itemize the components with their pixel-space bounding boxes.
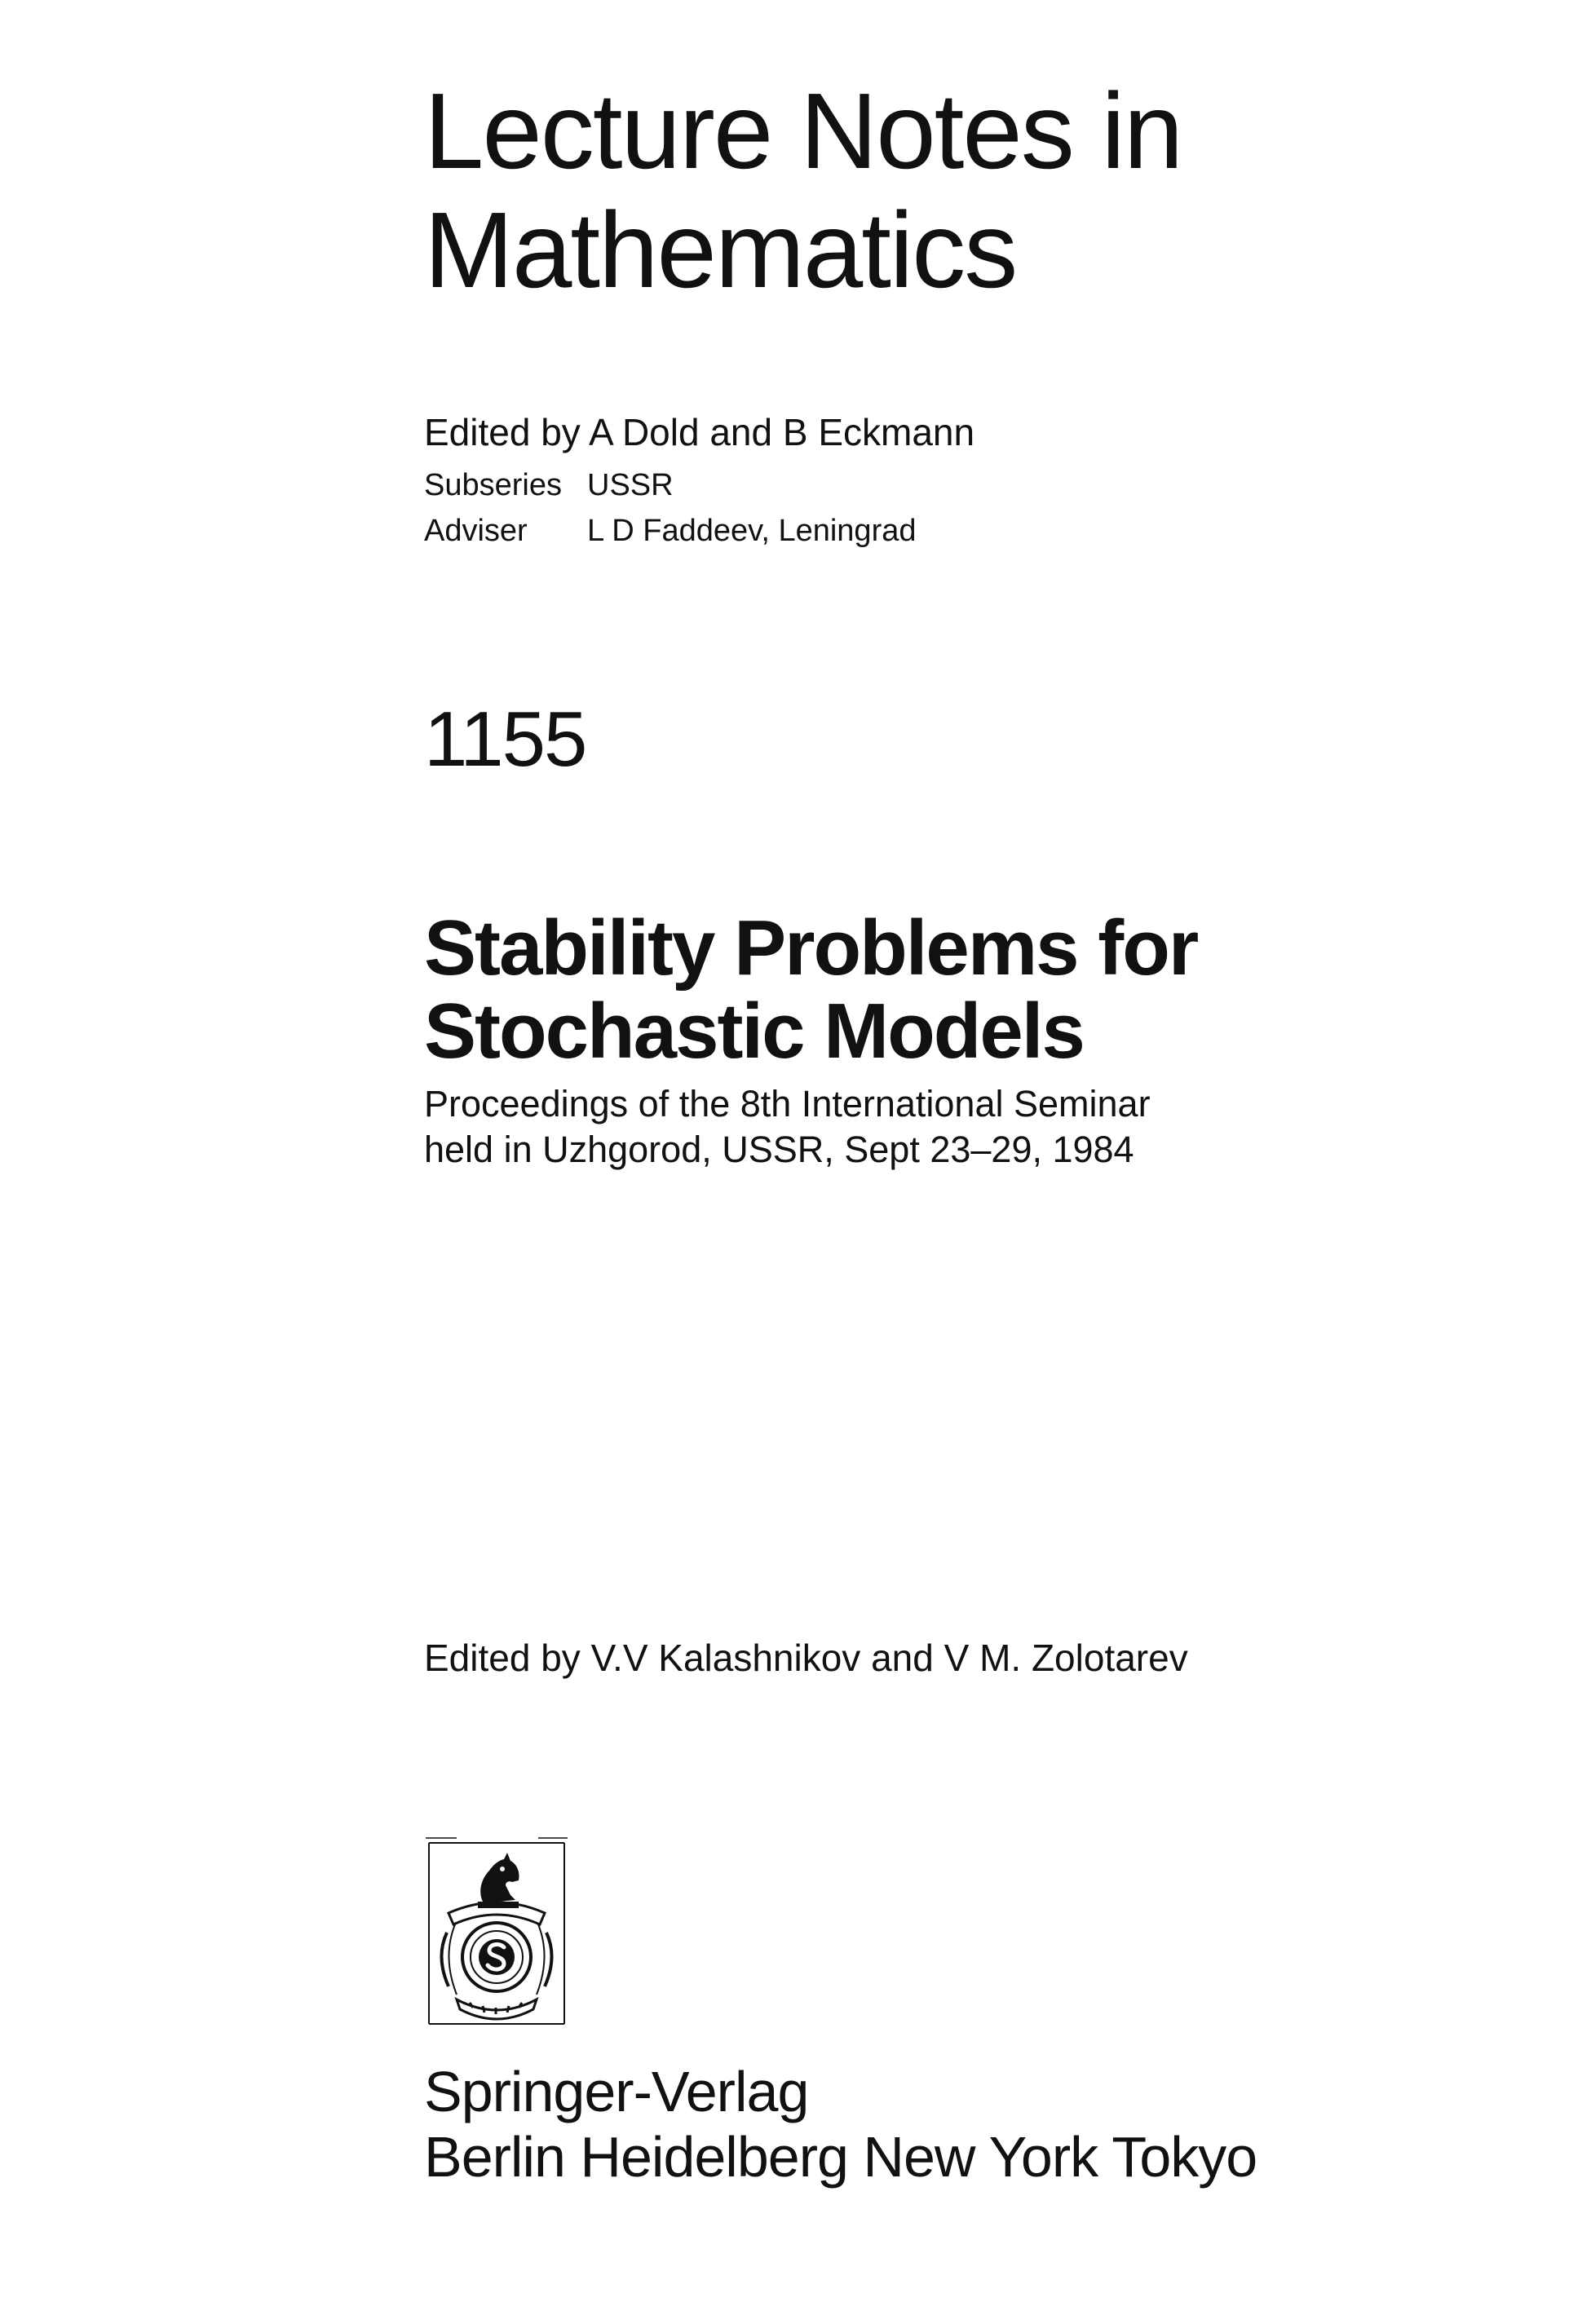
subseries-value: USSR — [587, 468, 674, 502]
book-title — [424, 904, 1198, 1075]
subseries-label: Subseries — [424, 468, 562, 502]
series-title — [424, 72, 1182, 310]
book-title-line-1: Stability Problems for — [424, 904, 1198, 992]
publisher — [424, 2059, 1257, 2189]
volume-editors: Edited by V.V Kalashnikov and V M. Zolotarev — [424, 1637, 1188, 1679]
series-title-line-2: Mathematics — [424, 190, 1017, 310]
subseries-row — [424, 466, 674, 504]
adviser-value: L D Faddeev, Leningrad — [587, 514, 917, 548]
publisher-cities: Berlin Heidelberg New York Tokyo — [424, 2125, 1257, 2189]
proceedings-subtitle — [424, 1081, 1151, 1173]
adviser-label: Adviser — [424, 514, 528, 548]
series-title-line-1: Lecture Notes in — [424, 71, 1182, 191]
adviser-row — [424, 512, 917, 550]
publisher-name: Springer-Verlag — [424, 2060, 809, 2123]
book-title-line-2: Stochastic Models — [424, 987, 1084, 1075]
series-editors: Edited by A Dold and B Eckmann — [424, 411, 975, 453]
proceedings-line-1: Proceedings of the 8th International Seminar — [424, 1083, 1151, 1124]
proceedings-line-2: held in Uzhgorod, USSR, Sept 23–29, 1984 — [424, 1129, 1134, 1170]
springer-chess-knight-logo-icon — [424, 1835, 569, 2030]
volume-number: 1155 — [424, 696, 586, 783]
